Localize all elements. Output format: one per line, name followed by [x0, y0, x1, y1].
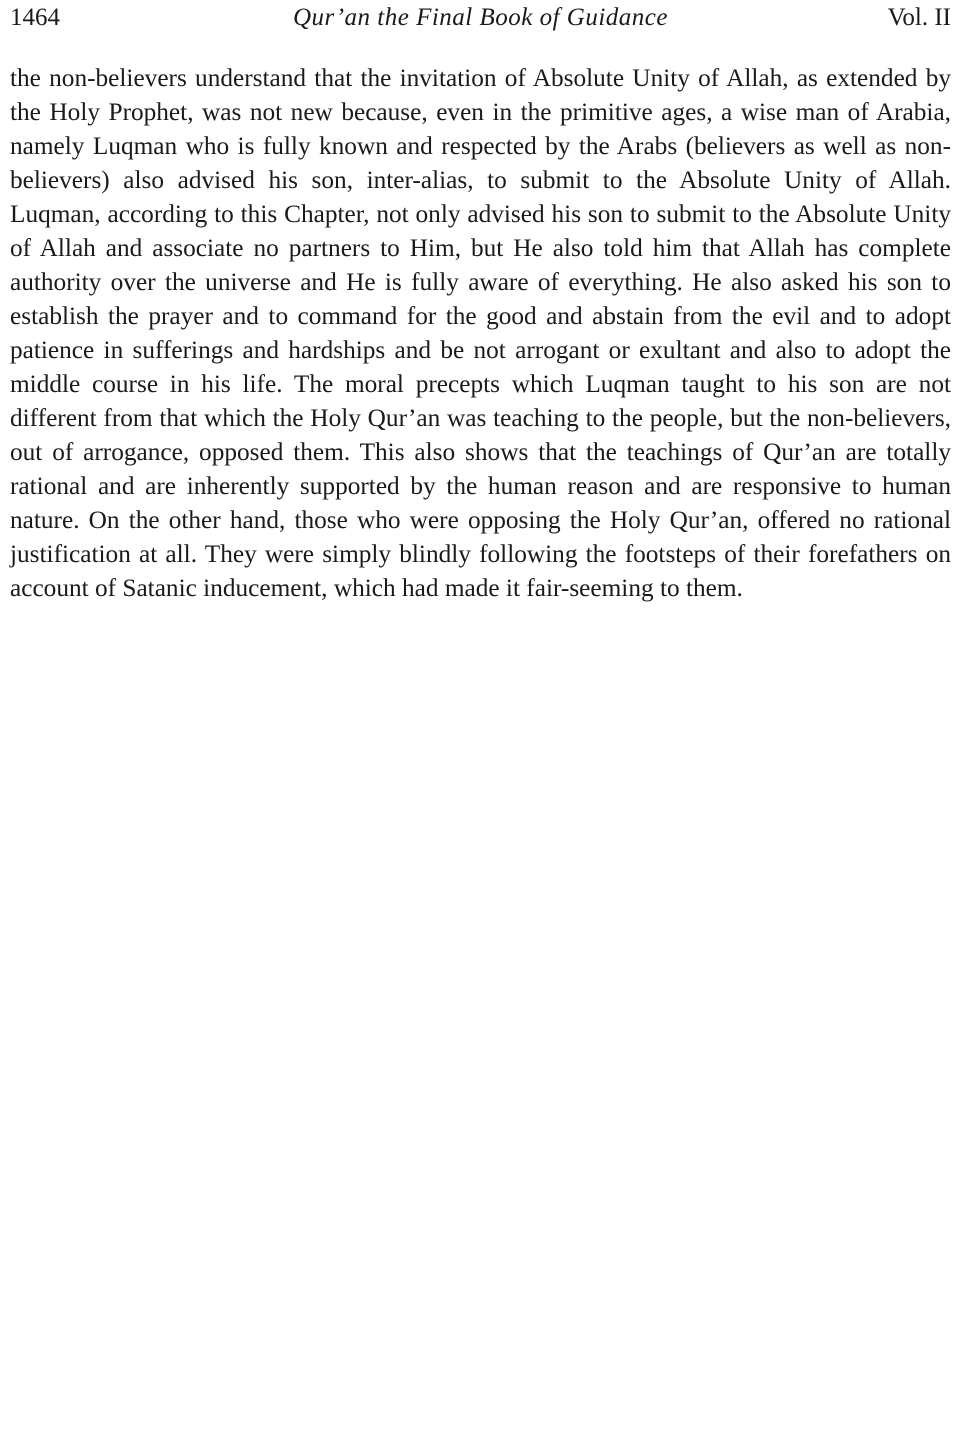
running-title: Qur’an the Final Book of Guidance [293, 4, 668, 31]
body-paragraph: the non-believers understand that the invitation of Absolute Unity of Allah, as extended by the Holy Prophet, was not new because, even in the primitive ages, a wise man of Arabia, namely Luqman who is fully known and respected by the Arabs (believers as well as non-believers) also advised his son, inter-alias, to submit to the Absolute Unity of Allah. Luqman, according to this Chapter, not only advised his son to submit to the Absolute Unity of Allah and associate no partners to Him, but He also told him that Allah has complete authority over the universe and He is fully aware of everything. He also asked his son to establish the prayer and to command for the good and abstain from the evil and to adopt patience in sufferings and hardships and be not arrogant or exultant and also to adopt the middle course in his life. The moral precepts which Luqman taught to his son are not different from that which the Holy Qur’an was teaching to the people, but the non-believers, out of arrogance, opposed them. This also shows that the teachings of Qur’an are totally rational and are inherently supported by the human reason and are responsive to human nature. On the other hand, those who were opposing the Holy Qur’an, offered no rational justification at all. They were simply blindly following the footsteps of their forefathers on account of Satanic inducement, which had made it fair-seeming to them. [10, 64, 951, 602]
page-header [10, 0, 951, 36]
page-number: 1464 [10, 4, 60, 31]
volume-label: Vol. II [887, 4, 951, 31]
